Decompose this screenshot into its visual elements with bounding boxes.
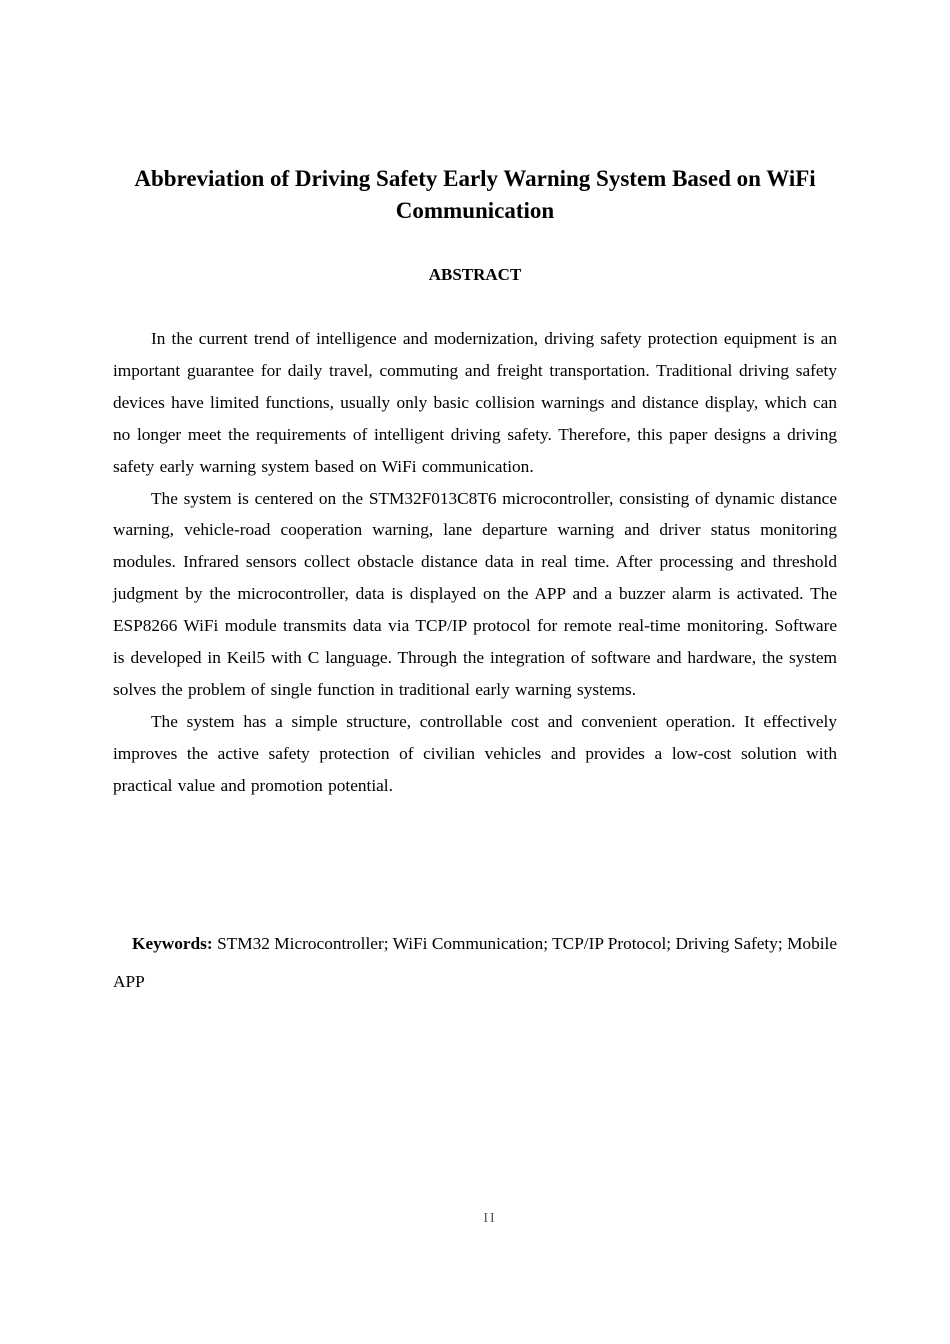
abstract-heading: ABSTRACT: [428, 265, 522, 284]
abstract-paragraph-2: The system is centered on the STM32F013C8T6 microcontroller, consisting of dynamic distance warning, vehicle-road cooperation warning, lane departure warning and driver status monitoring modules. Infrared sensors collect obstacle distance data in real time. After processing and threshold judgment by the microcontroller, data is displayed on the APP and a buzzer alarm is activated. The ESP8266 WiFi module transmits data via TCP/IP protocol for remote real-time monitoring. Software is developed in Keil5 with C language. Through the integration of software and hardware, the system solves the problem of single function in traditional early warning systems.: [113, 488, 837, 699]
abstract-paragraph-3: The system has a simple structure, controllable cost and convenient operation. It effectively improves the active safety protection of civilian vehicles and provides a low-cost solution with practical value and promotion potential.: [113, 711, 837, 795]
page-number: II: [483, 1211, 497, 1226]
keywords-text: STM32 Microcontroller; WiFi Communication; TCP/IP Protocol; Driving Safety; Mobile APP: [113, 934, 837, 991]
abstract-body: [113, 323, 837, 802]
keywords-line: [113, 925, 837, 1001]
abstract-paragraph-1: In the current trend of intelligence and modernization, driving safety protection equipment is an important guarantee for daily travel, commuting and freight transportation. Traditional driving safety devices have limited functions, usually only basic collision warnings and distance display, which can no longer meet the requirements of intelligent driving safety. Therefore, this paper designs a driving safety early warning system based on WiFi communication.: [113, 329, 837, 476]
document-title: Abbreviation of Driving Safety Early Warning System Based on WiFi Communication: [134, 166, 816, 223]
keywords-label: Keywords:: [132, 934, 213, 953]
